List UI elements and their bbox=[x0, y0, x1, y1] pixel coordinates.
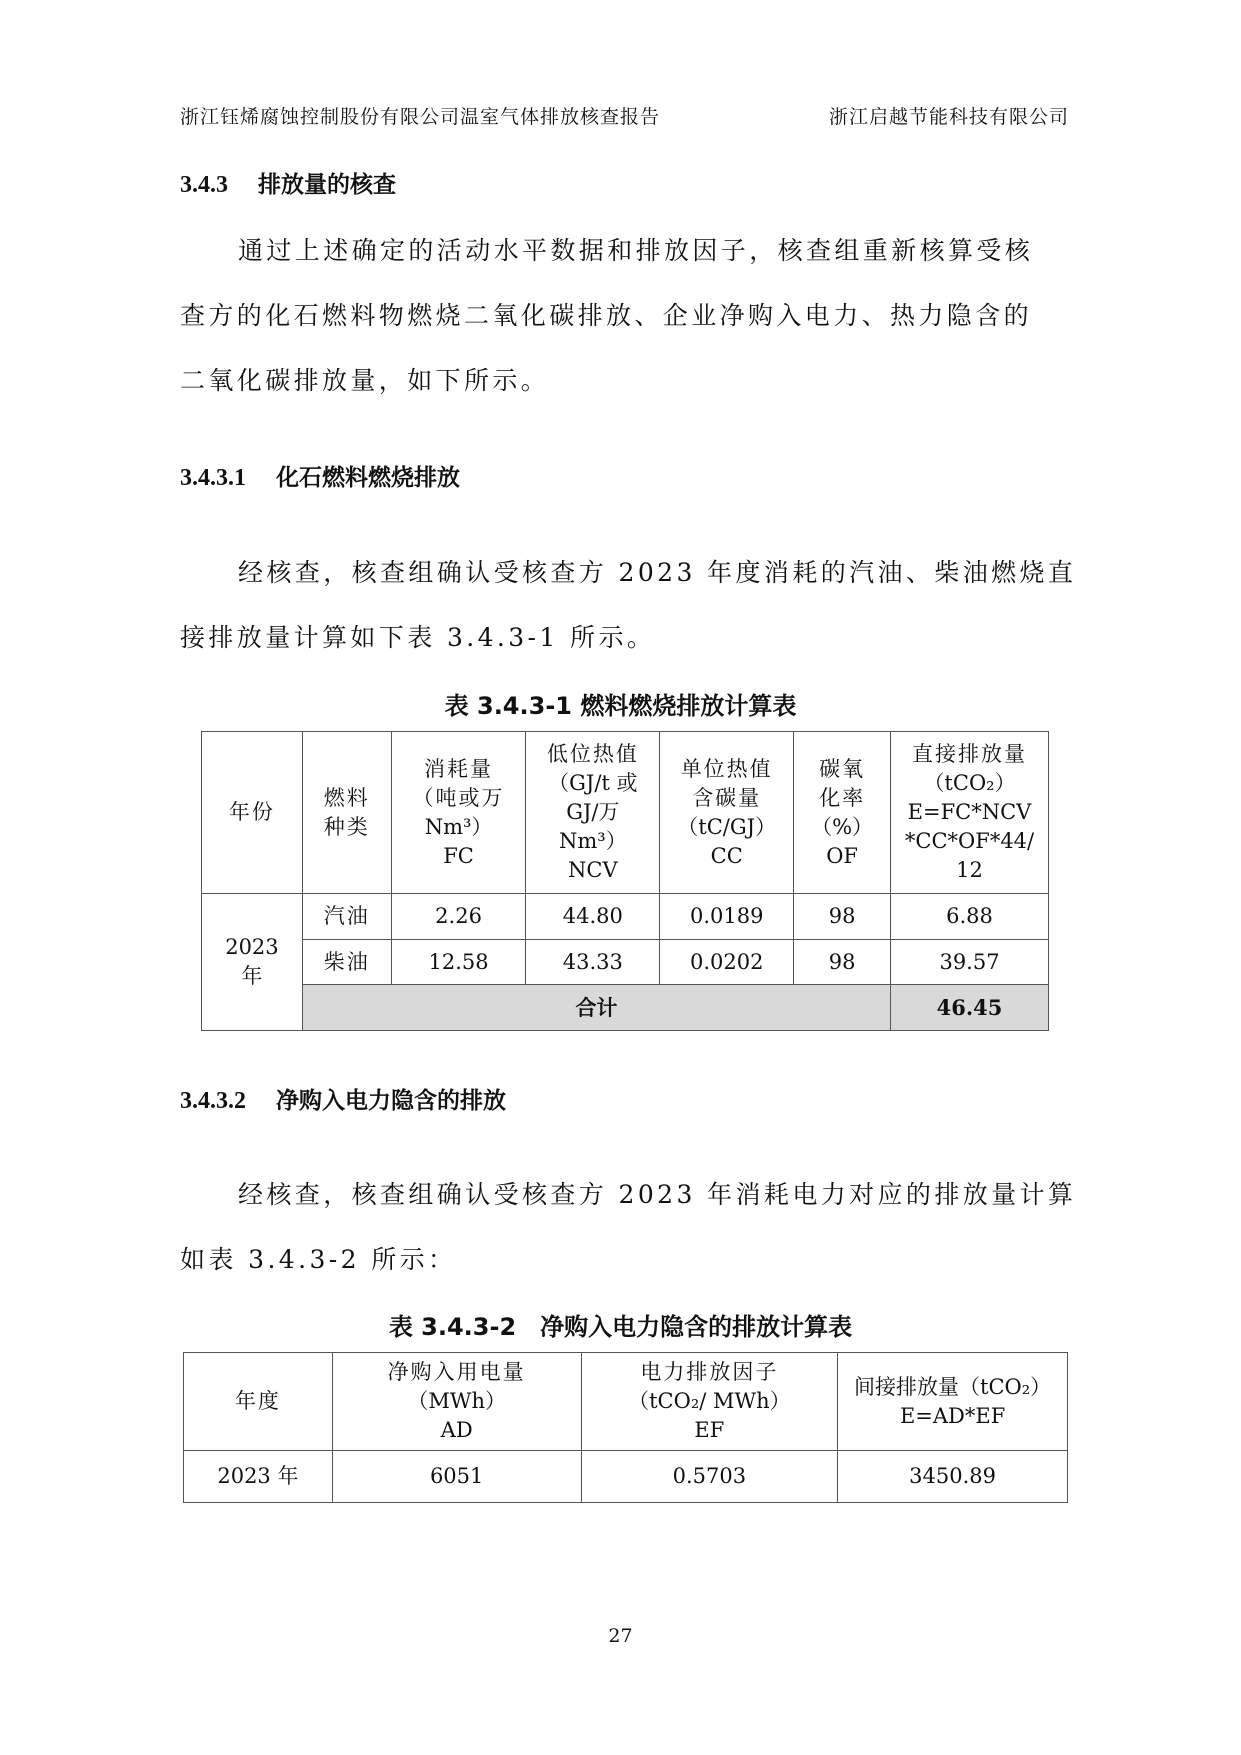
ef-cell: 0.5703 bbox=[581, 1451, 838, 1503]
section-title: 排放量的核查 bbox=[258, 172, 396, 198]
ncv-cell: 44.80 bbox=[526, 894, 660, 940]
year-cell: 2023 年 bbox=[184, 1451, 333, 1503]
running-header-left: 浙江钰烯腐蚀控制股份有限公司温室气体排放核查报告 bbox=[180, 106, 661, 128]
fuel-combustion-table bbox=[201, 731, 1049, 1031]
running-header-right: 浙江启越节能科技有限公司 bbox=[828, 106, 1069, 128]
header-ad bbox=[332, 1353, 581, 1451]
paragraph-line: 如表 3.4.3-2 所示： bbox=[180, 1245, 457, 1274]
header-fuel-type bbox=[302, 732, 391, 894]
header-year bbox=[202, 732, 303, 894]
header-line: 种类 bbox=[323, 814, 370, 839]
table-header-row bbox=[202, 732, 1049, 894]
header-line: （MWh） bbox=[407, 1389, 506, 1413]
paragraph-line: 二氧化碳排放量，如下所示。 bbox=[180, 366, 550, 395]
fc-cell: 12.58 bbox=[391, 940, 526, 985]
emission-cell: 6.88 bbox=[891, 894, 1049, 940]
section-title: 化石燃料燃烧排放 bbox=[276, 465, 460, 491]
header-line: （tC/GJ） bbox=[677, 814, 777, 839]
header-line: 间接排放量（tCO₂） bbox=[854, 1374, 1052, 1399]
emission-cell: 39.57 bbox=[891, 940, 1049, 985]
header-line: OF bbox=[826, 843, 858, 868]
header-ef bbox=[581, 1353, 838, 1451]
header-line: 净购入用电量 bbox=[387, 1360, 526, 1384]
of-cell: 98 bbox=[794, 940, 891, 985]
header-line: CC bbox=[710, 843, 743, 868]
header-line: 消耗量 bbox=[424, 756, 494, 781]
header-line: 低位热值 bbox=[546, 742, 639, 766]
header-cc bbox=[660, 732, 794, 894]
header-line: （tCO₂） bbox=[923, 771, 1016, 795]
ad-cell: 6051 bbox=[332, 1451, 581, 1503]
cc-cell: 0.0202 bbox=[660, 940, 794, 985]
section-number: 3.4.3.2 bbox=[180, 1088, 246, 1114]
header-line: *CC*OF*44/ bbox=[904, 829, 1035, 853]
total-label: 合计 bbox=[302, 985, 890, 1031]
header-line: 单位热值 bbox=[680, 756, 773, 781]
fuel-cell: 柴油 bbox=[302, 940, 391, 985]
section-heading-3-4-3-2 bbox=[180, 1082, 506, 1115]
of-cell: 98 bbox=[794, 894, 891, 940]
header-direct-emission bbox=[891, 732, 1049, 894]
page-number: 27 bbox=[608, 1625, 633, 1647]
table-header-row bbox=[184, 1353, 1068, 1451]
header-line: 年度 bbox=[234, 1389, 281, 1413]
year-cell bbox=[202, 894, 303, 1031]
total-value: 46.45 bbox=[891, 985, 1049, 1031]
paragraph-line: 经核查，核查组确认受核查方 2023 年度消耗的汽油、柴油燃烧直 bbox=[238, 558, 1077, 587]
header-line: 电力排放因子 bbox=[640, 1360, 779, 1384]
header-line: 燃料 bbox=[323, 785, 370, 810]
header-line: 12 bbox=[956, 858, 983, 882]
header-indirect-emission bbox=[838, 1353, 1068, 1451]
fuel-cell: 汽油 bbox=[302, 894, 391, 940]
table-row bbox=[184, 1451, 1068, 1503]
paragraph-fossil-fuel bbox=[180, 540, 1077, 670]
paragraph-line: 经核查，核查组确认受核查方 2023 年消耗电力对应的排放量计算 bbox=[238, 1180, 1077, 1209]
header-line: NCV bbox=[568, 858, 618, 882]
header-of bbox=[794, 732, 891, 894]
header-line: GJ/万 bbox=[566, 800, 620, 824]
header-line: AD bbox=[440, 1418, 473, 1442]
emission-cell: 3450.89 bbox=[838, 1451, 1068, 1503]
cc-cell: 0.0189 bbox=[660, 894, 794, 940]
section-heading-3-4-3-1 bbox=[180, 459, 460, 492]
electricity-emission-table bbox=[183, 1352, 1068, 1503]
header-line: 年份 bbox=[228, 800, 275, 824]
table-caption-1: 表 3.4.3-1 燃料燃烧排放计算表 bbox=[444, 692, 797, 720]
table-total-row bbox=[202, 985, 1049, 1031]
year-line: 2023 bbox=[225, 935, 279, 959]
section-number: 3.4.3.1 bbox=[180, 465, 246, 491]
header-line: Nm³） bbox=[558, 829, 627, 853]
header-line: E=FC*NCV bbox=[907, 800, 1032, 824]
header-year bbox=[184, 1353, 333, 1451]
year-line: 年 bbox=[241, 964, 263, 988]
header-line: 直接排放量 bbox=[912, 742, 1028, 766]
table-row bbox=[202, 894, 1049, 940]
paragraph-line: 查方的化石燃料物燃烧二氧化碳排放、企业净购入电力、热力隐含的 bbox=[180, 301, 1033, 330]
header-line: （GJ/t 或 bbox=[548, 771, 638, 795]
ncv-cell: 43.33 bbox=[526, 940, 660, 985]
header-line: 化率 bbox=[819, 785, 866, 810]
section-title: 净购入电力隐含的排放 bbox=[276, 1088, 506, 1114]
header-line: （吨或万 bbox=[412, 785, 505, 810]
header-line: EF bbox=[694, 1418, 725, 1442]
header-line: （tCO₂/ MWh） bbox=[628, 1389, 791, 1413]
fc-cell: 2.26 bbox=[391, 894, 526, 940]
header-ncv bbox=[526, 732, 660, 894]
paragraph-electricity bbox=[180, 1162, 1077, 1292]
header-line: （%） bbox=[811, 814, 874, 839]
header-line: 含碳量 bbox=[692, 785, 762, 810]
header-line: E=AD*EF bbox=[899, 1403, 1006, 1428]
header-line: Nm³） bbox=[424, 814, 493, 839]
paragraph-line: 通过上述确定的活动水平数据和排放因子，核查组重新核算受核 bbox=[238, 236, 1034, 265]
header-line: FC bbox=[443, 843, 474, 868]
header-fc bbox=[391, 732, 526, 894]
section-heading-3-4-3 bbox=[180, 166, 396, 199]
header-line: 碳氧 bbox=[819, 756, 866, 781]
paragraph-intro bbox=[180, 218, 1069, 413]
table-caption-2: 表 3.4.3-2 净购入电力隐含的排放计算表 bbox=[388, 1313, 853, 1341]
section-number: 3.4.3 bbox=[180, 172, 228, 198]
paragraph-line: 接排放量计算如下表 3.4.3-1 所示。 bbox=[180, 623, 656, 652]
table-row bbox=[202, 940, 1049, 985]
